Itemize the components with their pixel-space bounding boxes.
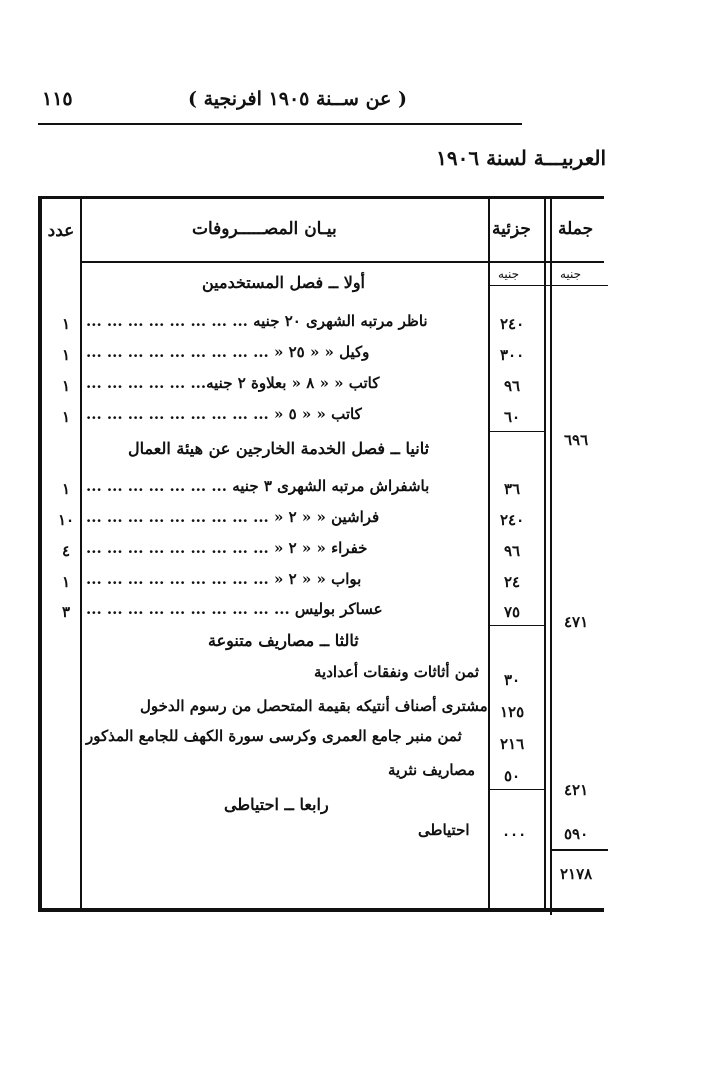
row-partial: ٩٦ <box>504 377 521 395</box>
subtotal-rule <box>488 789 544 790</box>
col-divider-count <box>80 199 82 908</box>
row-text: عساكر بوليس ... ... ... ... ... ... ... ... ... ... <box>86 600 383 618</box>
row-text: ثمن أثاثات ونفقات أعدادية <box>314 663 480 681</box>
row-text: احتياطى <box>418 821 470 839</box>
group-total: ٤٢١ <box>564 781 589 799</box>
row-partial: ٠٠٠ <box>502 825 527 843</box>
group-total: ٤٧١ <box>564 613 589 631</box>
row-text: ناظر مرتبه الشهرى ٢٠ جنيه ... ... ... ... ... ... ... ... <box>86 312 428 330</box>
page-number: ١١٥ <box>42 88 73 110</box>
row-text: كاتب « « ٨ « بعلاوة ٢ جنيه... ... ... ... ... ... <box>86 374 380 392</box>
col-header-count: عدد <box>47 221 75 241</box>
page-header <box>38 88 522 116</box>
row-count: ١ <box>62 573 71 591</box>
row-partial: ٦٠ <box>504 408 521 426</box>
grand-total: ٢١٧٨ <box>560 865 593 883</box>
col-header-description: بيـان المصـــــروفات <box>192 219 337 239</box>
row-text: فراشين « « ٢ « ... ... ... ... ... ... ... ... ... <box>86 508 380 526</box>
grand-total-rule <box>550 849 608 851</box>
group-heading: أولا ــ فصل المستخدمين <box>202 273 365 292</box>
row-partial: ٢١٦ <box>500 735 525 753</box>
row-text: بواب « « ٢ « ... ... ... ... ... ... ... ... ... <box>86 570 362 588</box>
col-header-partial: جزئية <box>492 219 531 239</box>
row-text: وكيل « « ٢٥ « ... ... ... ... ... ... ... ... ... <box>86 343 370 361</box>
row-partial: ٣٠ <box>504 671 521 689</box>
unit-rule <box>488 285 608 286</box>
group-heading: ثالثا ــ مصاريف متنوعة <box>208 631 359 650</box>
group-total: ٥٩٠ <box>564 825 589 843</box>
row-partial: ٢٤٠ <box>500 511 525 529</box>
group-heading: ثانيا ــ فصل الخدمة الخارجين عن هيئة العمال <box>128 439 430 458</box>
expense-table <box>38 196 604 912</box>
row-count: ٣ <box>62 603 71 621</box>
row-partial: ٧٥ <box>504 603 521 621</box>
row-text: ثمن منبر جامع العمرى وكرسى سورة الكهف للجامع المذكور <box>86 727 462 745</box>
section-title: العربيـــة لسنة ١٩٠٦ <box>436 146 606 170</box>
row-count: ٤ <box>62 542 71 560</box>
running-title: ( عن ســنة ١٩٠٥ افرنجية ) <box>188 88 407 110</box>
unit-total: جنيه <box>560 267 582 281</box>
col-divider-partial <box>544 199 546 908</box>
header-bottom-rule <box>80 261 604 263</box>
group-total: ٦٩٦ <box>564 431 589 449</box>
row-partial: ٣٠٠ <box>500 346 525 364</box>
row-partial: ٢٤ <box>504 573 521 591</box>
group-heading: رابعا ــ احتياطى <box>224 795 329 814</box>
row-text: مصاريف نثرية <box>388 761 475 779</box>
row-partial: ١٢٥ <box>500 703 525 721</box>
row-count: ١٠ <box>58 511 75 529</box>
subtotal-rule <box>488 625 544 626</box>
col-divider-total <box>550 199 552 915</box>
row-partial: ٩٦ <box>504 542 521 560</box>
unit-partial: جنيه <box>498 267 520 281</box>
row-partial: ٥٠ <box>504 767 521 785</box>
row-partial: ٣٦ <box>504 480 521 498</box>
subtotal-rule <box>488 431 544 432</box>
row-count: ١ <box>62 480 71 498</box>
row-count: ١ <box>62 315 71 333</box>
col-divider-description <box>488 199 490 908</box>
row-text: باشفراش مرتبه الشهرى ٣ جنيه ... ... ... ... ... ... ... <box>86 477 430 495</box>
row-count: ١ <box>62 377 71 395</box>
header-rule <box>38 123 522 125</box>
row-text: مشترى أصناف أنتيكه بقيمة المتحصل من رسوم الدخول <box>140 697 488 715</box>
row-partial: ٢٤٠ <box>500 315 525 333</box>
col-header-total: جملة <box>558 219 594 239</box>
row-text: خفراء « « ٢ « ... ... ... ... ... ... ... ... ... <box>86 539 368 557</box>
row-count: ١ <box>62 408 71 426</box>
row-count: ١ <box>62 346 71 364</box>
row-text: كاتب « « ٥ « ... ... ... ... ... ... ... ... ... <box>86 405 362 423</box>
